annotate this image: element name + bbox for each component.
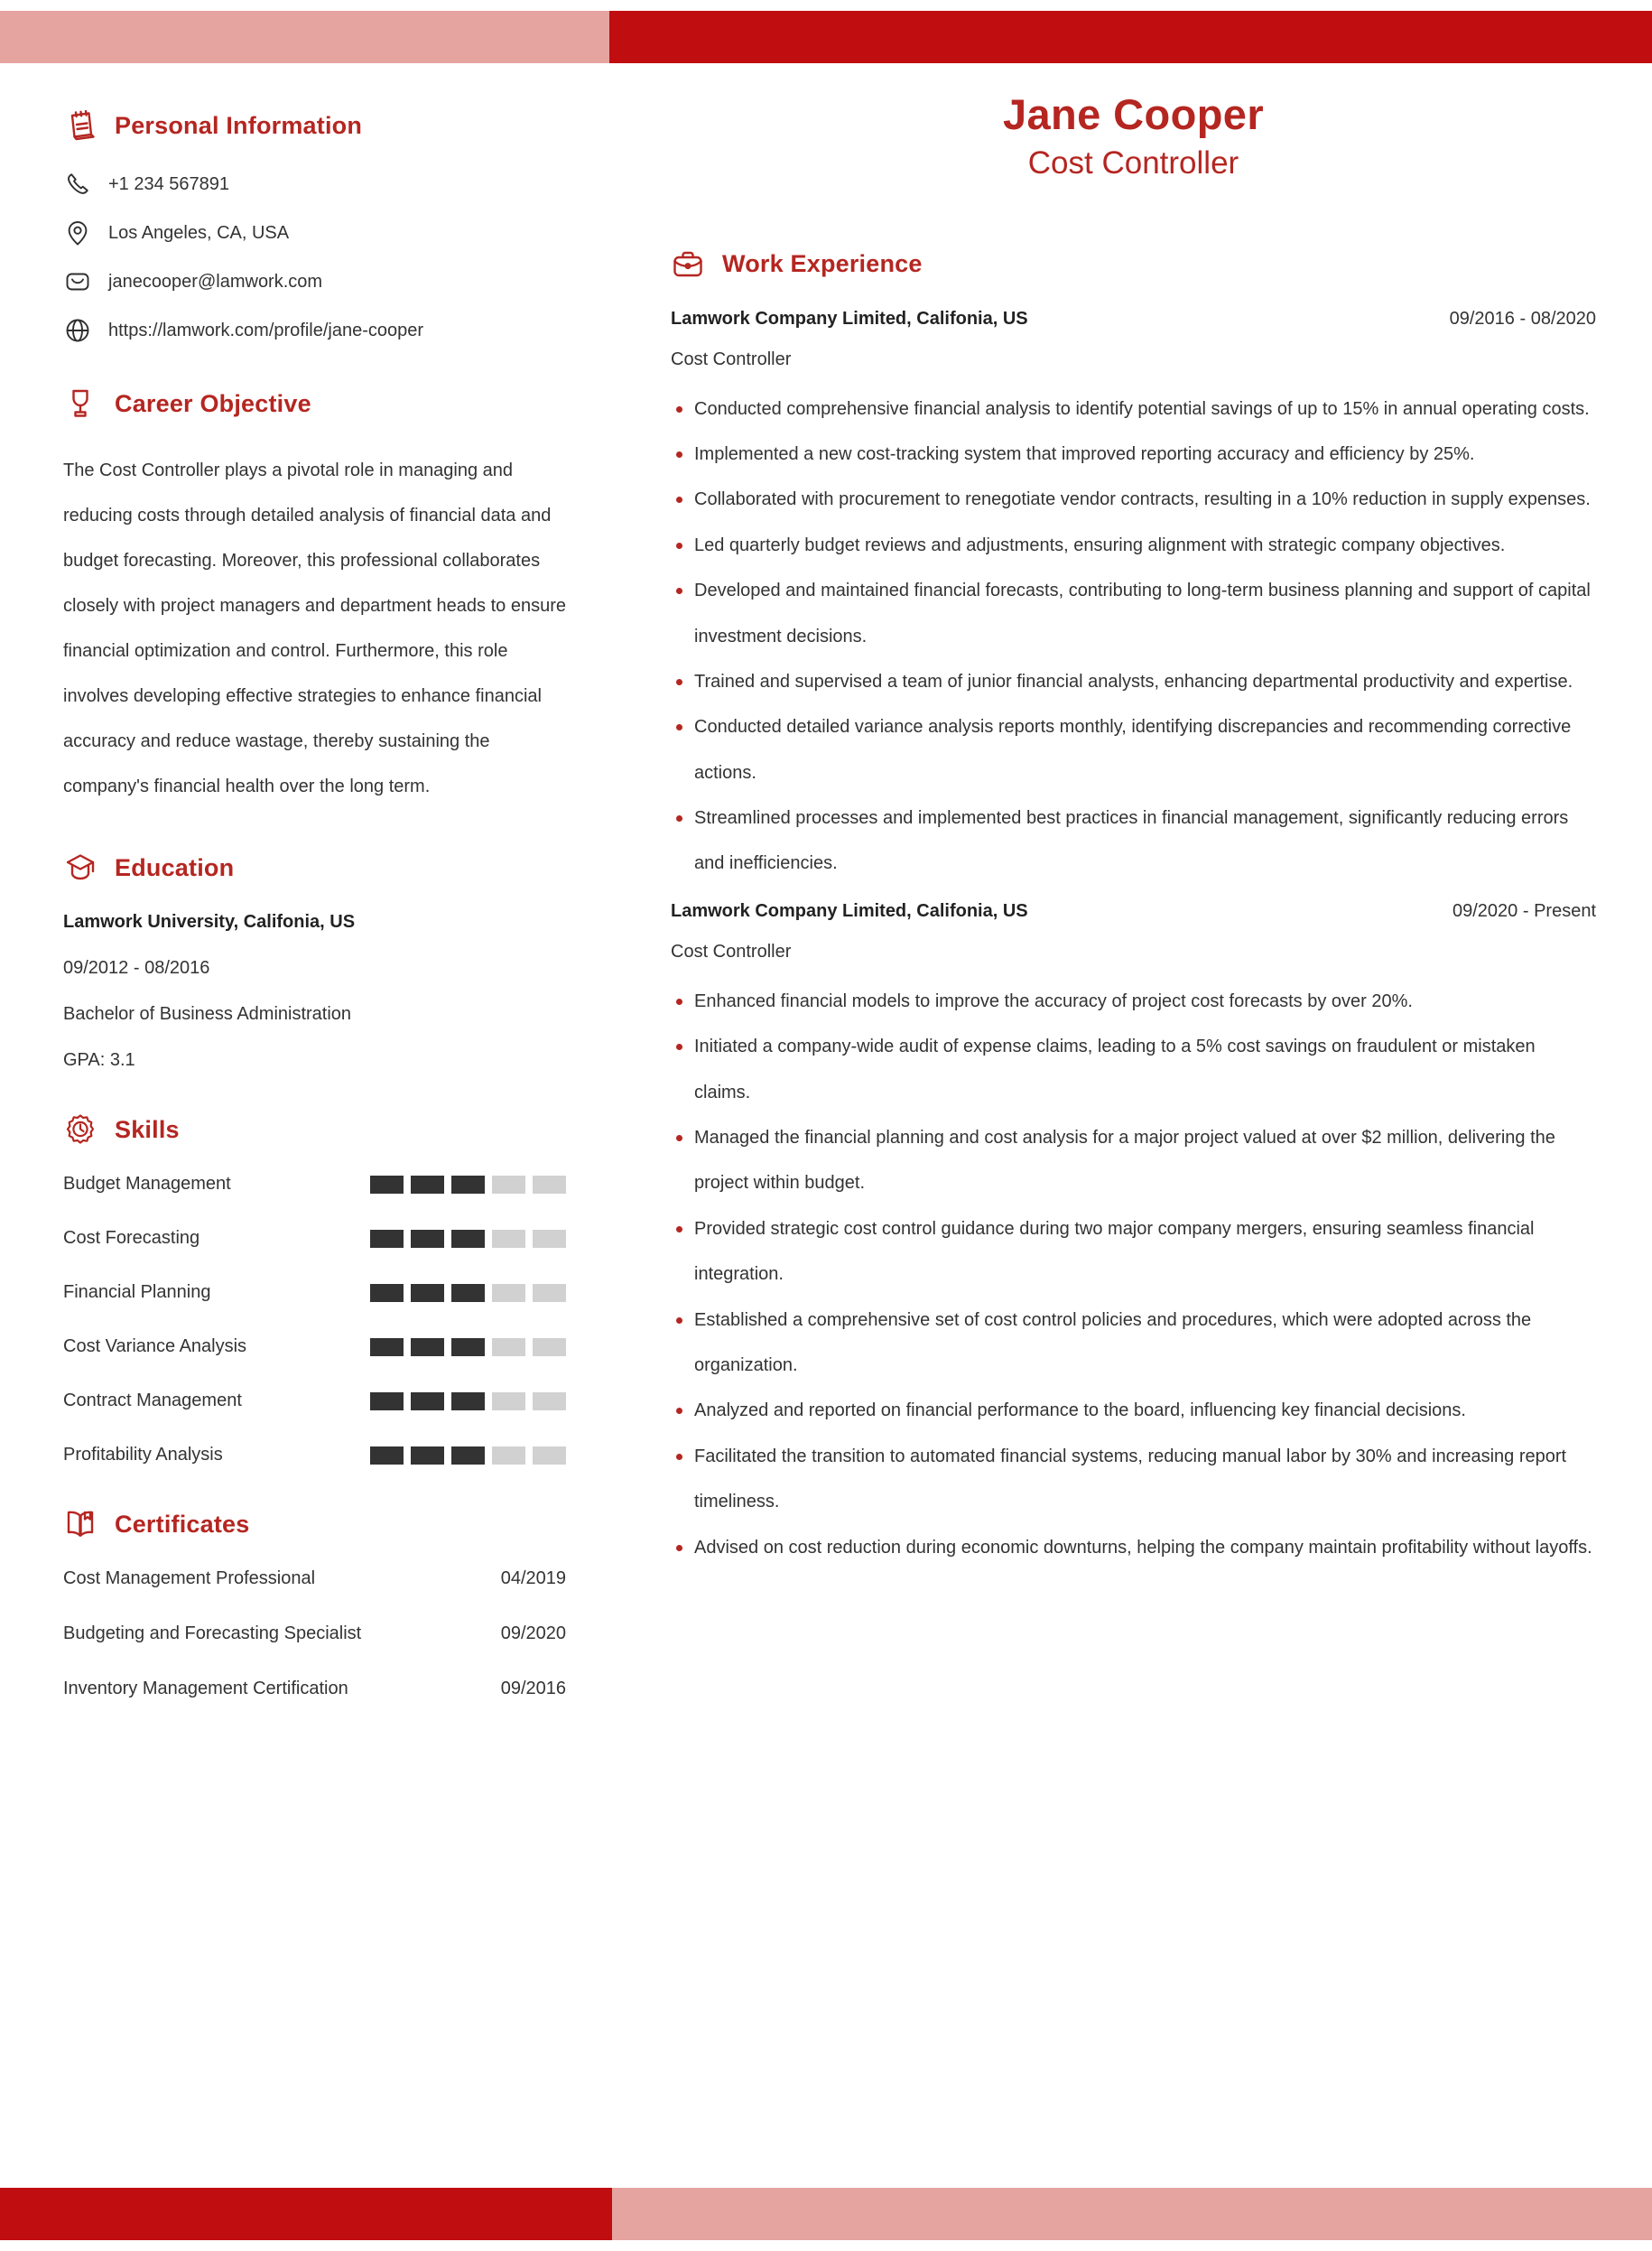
job-bullet: Initiated a company-wide audit of expense claims, leading to a 5% cost savings on fraudulent or mistaken claims.	[671, 1024, 1596, 1115]
job-bullet: Trained and supervised a team of junior financial analysts, enhancing departmental productivity and expertise.	[671, 659, 1596, 704]
skill-box-empty	[492, 1392, 525, 1410]
bottom-bar-dark-segment	[0, 2188, 612, 2240]
skill-box-filled	[370, 1446, 404, 1465]
work-experience-list	[671, 309, 1596, 1570]
skill-name: Cost Forecasting	[63, 1228, 200, 1248]
skill-rating	[370, 1176, 566, 1194]
job-bullet: Led quarterly budget reviews and adjustments, ensuring alignment with strategic company objectives.	[671, 523, 1596, 568]
education-institution: Lamwork University, Califonia, US	[63, 912, 356, 932]
education-degree: Bachelor of Business Administration	[63, 1004, 352, 1024]
skills-heading	[63, 1112, 566, 1147]
clipboard-note-icon	[63, 108, 97, 143]
certificate-date: 09/2016	[500, 1679, 566, 1698]
job-header	[671, 309, 1596, 330]
open-book-icon	[63, 1507, 97, 1541]
bottom-decorative-bar	[0, 2188, 1652, 2240]
job-bullet: Established a comprehensive set of cost control policies and procedures, which were adopted across the organization.	[671, 1298, 1596, 1389]
top-decorative-bar	[0, 11, 1652, 63]
skill-name: Profitability Analysis	[63, 1445, 223, 1465]
job-company: Lamwork Company Limited, Califonia, US	[671, 900, 1028, 921]
certificate-date: 09/2020	[500, 1623, 566, 1643]
contact-row-email[interactable]	[63, 267, 566, 296]
resume-content	[0, 90, 1652, 2170]
certificate-name: Inventory Management Certification	[63, 1679, 348, 1698]
graduation-cap-icon	[63, 851, 97, 885]
gear-clock-icon	[63, 1112, 97, 1147]
skill-box-filled	[411, 1230, 444, 1248]
skill-box-filled	[411, 1338, 444, 1356]
certificate-date: 04/2019	[500, 1568, 566, 1588]
skill-row	[63, 1282, 566, 1303]
skill-box-filled	[451, 1338, 485, 1356]
skill-rating	[370, 1338, 566, 1356]
contact-row-website[interactable]	[63, 316, 566, 345]
skill-name: Cost Variance Analysis	[63, 1336, 247, 1356]
skill-rating	[370, 1392, 566, 1410]
contact-row-location[interactable]	[63, 219, 566, 247]
section-title-text: Education	[115, 853, 235, 881]
skill-box-empty	[492, 1230, 525, 1248]
section-certificates	[63, 1507, 566, 1699]
skill-box-filled	[370, 1392, 404, 1410]
skill-box-empty	[533, 1446, 566, 1465]
work-experience-heading	[671, 247, 1596, 282]
briefcase-icon	[671, 247, 705, 282]
contact-value: Los Angeles, CA, USA	[108, 222, 290, 243]
name-block	[671, 90, 1596, 184]
job-bullet: Collaborated with procurement to renegotiate vendor contracts, resulting in a 10% reduction in supply expenses.	[671, 477, 1596, 522]
skill-box-filled	[451, 1176, 485, 1194]
skill-box-filled	[411, 1284, 444, 1302]
certificate-row	[63, 1623, 566, 1644]
location-pin-icon	[63, 219, 92, 247]
skill-box-filled	[411, 1392, 444, 1410]
right-column	[609, 90, 1652, 2170]
skill-box-filled	[370, 1284, 404, 1302]
job-bullet: Conducted detailed variance analysis reports monthly, identifying discrepancies and recommending corrective actions.	[671, 704, 1596, 795]
job-bullet: Developed and maintained financial forecasts, contributing to long-term business planning and support of capital investment decisions.	[671, 568, 1596, 659]
candidate-name: Jane Cooper	[1002, 90, 1265, 138]
skill-box-empty	[533, 1284, 566, 1302]
job-company: Lamwork Company Limited, Califonia, US	[671, 308, 1028, 329]
job-bullet: Advised on cost reduction during economic downturns, helping the company maintain profitability without layoffs.	[671, 1525, 1596, 1570]
certificates-heading	[63, 1507, 566, 1541]
skill-box-empty	[492, 1338, 525, 1356]
job-bullet-list	[671, 386, 1596, 887]
skill-box-filled	[411, 1446, 444, 1465]
left-column	[0, 90, 609, 2170]
skill-name: Contract Management	[63, 1391, 242, 1410]
job-bullet-list	[671, 979, 1596, 1570]
skill-box-filled	[451, 1284, 485, 1302]
skill-rating	[370, 1446, 566, 1465]
skill-box-empty	[492, 1446, 525, 1465]
career-objective-text: The Cost Controller plays a pivotal role in managing and reducing costs through detailed analysis of financial data and budget forecasting. Moreover, this professional collaborates closely with project managers and department heads to ensure financial optimization and control. Furthermore, this role involves developing effective strategies to enhance financial accuracy and reduce wastage, thereby sustaining the company's financial health over the long term.	[63, 460, 566, 796]
contact-value: https://lamwork.com/profile/jane-cooper	[108, 320, 424, 340]
job-header	[671, 901, 1596, 922]
skill-box-filled	[451, 1446, 485, 1465]
skill-box-filled	[370, 1230, 404, 1248]
skill-box-empty	[533, 1176, 566, 1194]
job-dates: 09/2016 - 08/2020	[1449, 308, 1596, 329]
job-role: Cost Controller	[671, 941, 792, 962]
section-education	[63, 851, 566, 1071]
contact-value: janecooper@lamwork.com	[108, 271, 323, 292]
section-career-objective	[63, 386, 566, 809]
skill-name: Budget Management	[63, 1174, 231, 1194]
skill-box-filled	[370, 1176, 404, 1194]
email-envelope-icon	[63, 267, 92, 296]
skill-box-empty	[492, 1284, 525, 1302]
job-role: Cost Controller	[671, 349, 792, 369]
certificate-name: Budgeting and Forecasting Specialist	[63, 1623, 362, 1643]
skills-list	[63, 1174, 566, 1465]
certificate-row	[63, 1568, 566, 1589]
contact-value: +1 234 567891	[108, 173, 230, 194]
personal-information-heading	[63, 108, 566, 143]
certificates-list	[63, 1568, 566, 1699]
job-bullet: Conducted comprehensive financial analysis to identify potential savings of up to 15% in annual operating costs.	[671, 386, 1596, 432]
skill-box-empty	[533, 1338, 566, 1356]
certificate-name: Cost Management Professional	[63, 1568, 316, 1588]
skill-box-filled	[451, 1230, 485, 1248]
section-skills	[63, 1112, 566, 1465]
section-title-text: Certificates	[115, 1510, 250, 1538]
skill-box-empty	[533, 1392, 566, 1410]
education-entry	[63, 912, 566, 1071]
bottom-bar-light-segment	[612, 2188, 1652, 2240]
candidate-job-title: Cost Controller	[1027, 145, 1239, 181]
job-bullet: Implemented a new cost-tracking system that improved reporting accuracy and efficiency by 25%.	[671, 432, 1596, 477]
education-dates: 09/2012 - 08/2016	[63, 958, 210, 978]
skill-box-filled	[451, 1392, 485, 1410]
skill-row	[63, 1445, 566, 1465]
skill-row	[63, 1174, 566, 1195]
job-bullet: Managed the financial planning and cost analysis for a major project valued at over $2 million, delivering the project within budget.	[671, 1115, 1596, 1206]
skill-row	[63, 1228, 566, 1249]
globe-icon	[63, 316, 92, 345]
section-title-text: Skills	[115, 1115, 180, 1143]
education-heading	[63, 851, 566, 885]
section-title-text: Personal Information	[115, 111, 363, 139]
job-bullet: Analyzed and reported on financial performance to the board, influencing key financial decisions.	[671, 1388, 1596, 1433]
skill-box-filled	[370, 1338, 404, 1356]
section-title-text: Career Objective	[115, 389, 311, 417]
skill-box-filled	[411, 1176, 444, 1194]
section-title-text: Work Experience	[722, 250, 923, 278]
top-bar-dark-segment	[609, 11, 1652, 63]
top-bar-light-segment	[0, 11, 609, 63]
job-bullet: Streamlined processes and implemented best practices in financial management, significantly reducing errors and inefficiencies.	[671, 795, 1596, 887]
skill-row	[63, 1391, 566, 1411]
skill-box-empty	[492, 1176, 525, 1194]
certificate-row	[63, 1679, 566, 1699]
skill-name: Financial Planning	[63, 1282, 211, 1302]
job-bullet: Facilitated the transition to automated financial systems, reducing manual labor by 30% and increasing report timeliness.	[671, 1434, 1596, 1525]
section-personal-information	[63, 108, 566, 345]
job-dates: 09/2020 - Present	[1452, 900, 1596, 921]
job-bullet: Provided strategic cost control guidance during two major company mergers, ensuring seamless financial integration.	[671, 1206, 1596, 1298]
skill-box-empty	[533, 1230, 566, 1248]
contact-row-phone[interactable]	[63, 170, 566, 199]
career-objective-heading	[63, 386, 566, 421]
phone-icon	[63, 170, 92, 199]
skill-rating	[370, 1284, 566, 1302]
skill-row	[63, 1336, 566, 1357]
job-entry	[671, 309, 1596, 887]
job-entry	[671, 901, 1596, 1570]
job-bullet: Enhanced financial models to improve the accuracy of project cost forecasts by over 20%.	[671, 979, 1596, 1024]
skill-rating	[370, 1230, 566, 1248]
education-gpa: GPA: 3.1	[63, 1050, 135, 1070]
trophy-icon	[63, 386, 97, 421]
